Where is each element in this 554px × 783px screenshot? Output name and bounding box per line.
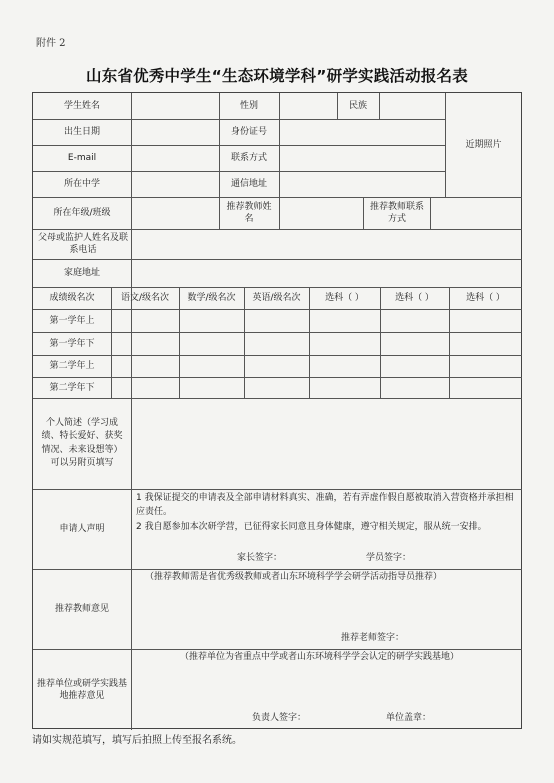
declaration-label: 申请人声明 <box>59 524 105 534</box>
grades-row-label: 第二学年下 <box>49 382 95 393</box>
grades-header-rank: 成绩级名次 <box>49 293 95 303</box>
gender-field[interactable] <box>279 93 337 119</box>
unit-opinion-label: 推荐单位或研学实践基地推荐意见 <box>37 678 128 701</box>
grades-header-elective-2: 选科（ ） <box>395 293 434 303</box>
home-address-label: 家庭地址 <box>63 268 100 278</box>
registration-form <box>32 92 522 729</box>
teacher-contact-label: 推荐教师联系方式 <box>369 202 424 224</box>
teacher-name-label: 推荐教师姓名 <box>226 202 272 224</box>
teacher-signature-label: 推荐老师签字： <box>341 633 405 643</box>
bio-field[interactable] <box>131 398 522 489</box>
student-name-label: 学生姓名 <box>63 101 100 111</box>
grades-header-english: 英语/级名次 <box>252 293 301 303</box>
home-address-field[interactable] <box>131 259 522 287</box>
id-number-label: 身份证号 <box>230 127 267 137</box>
grades-row-label: 第一学年上 <box>49 315 95 326</box>
guardian-field[interactable] <box>131 229 522 259</box>
footer-note: 请如实规范填写，填写后拍照上传至报名系统。 <box>32 735 242 746</box>
grades-header-math: 数学/级名次 <box>187 293 236 303</box>
unit-seal-label: 单位盖章： <box>386 713 432 723</box>
teacher-opinion-note: （推荐教师需是省优秀级教师或者山东环境科学学会研学活动指导员推荐） <box>145 572 443 582</box>
school-field[interactable] <box>131 171 219 197</box>
student-signature-label: 学员签字： <box>366 553 412 563</box>
address-label: 通信地址 <box>230 179 267 189</box>
phone-field[interactable] <box>279 145 445 171</box>
school-label: 所在中学 <box>63 179 100 189</box>
grades-header-chinese: 语文/级名次 <box>120 293 170 303</box>
photo-label: 近期照片 <box>465 140 502 150</box>
declaration-line-2: 2 我自愿参加本次研学营，已征得家长同意且身体健康，遵守相关规定，服从统一安排。 <box>136 522 487 532</box>
grades-row-label: 第一学年下 <box>49 338 95 349</box>
email-label: E-mail <box>67 153 97 163</box>
declaration-line-1: 1 我保证提交的申请表及全部申请材料真实、准确，若有弄虚作假自愿被取消入营资格并承担相应责任。 <box>136 493 514 517</box>
grade-class-field[interactable] <box>131 197 219 229</box>
bio-label: 个人简述（学习成绩、特长爱好、获奖情况、未来设想等）可以另附页填写 <box>41 417 123 468</box>
photo-placeholder[interactable] <box>445 93 522 197</box>
attachment-label: 附件 2 <box>36 38 66 49</box>
grades-header-elective-3: 选科（ ） <box>466 293 505 303</box>
address-field[interactable] <box>279 171 445 197</box>
parent-signature-label: 家长签字： <box>237 553 283 563</box>
grades-header-elective-1: 选科（ ） <box>325 293 364 303</box>
teacher-contact-field[interactable] <box>430 197 522 229</box>
teacher-name-field[interactable] <box>279 197 363 229</box>
email-field[interactable] <box>131 145 219 171</box>
birth-date-field[interactable] <box>131 119 219 145</box>
guardian-label: 父母或监护人姓名及联系电话 <box>37 233 128 255</box>
ethnicity-field[interactable] <box>379 93 445 119</box>
unit-leader-signature-label: 负责人签字： <box>252 713 307 723</box>
teacher-opinion-label: 推荐教师意见 <box>54 604 109 614</box>
gender-label: 性别 <box>239 101 258 111</box>
grade-class-label: 所在年级/班级 <box>53 208 111 218</box>
grades-row-label: 第二学年上 <box>49 361 95 371</box>
id-number-field[interactable] <box>279 119 445 145</box>
student-name-field[interactable] <box>131 93 219 119</box>
unit-opinion-note: （推荐单位为省重点中学或者山东环境科学学会认定的研学实践基地） <box>180 652 460 662</box>
phone-label: 联系方式 <box>230 153 267 163</box>
form-title: 山东省优秀中学生“生态环境学科”研学实践活动报名表 <box>86 67 468 85</box>
ethnicity-label: 民族 <box>348 101 367 111</box>
birth-date-label: 出生日期 <box>63 127 100 137</box>
